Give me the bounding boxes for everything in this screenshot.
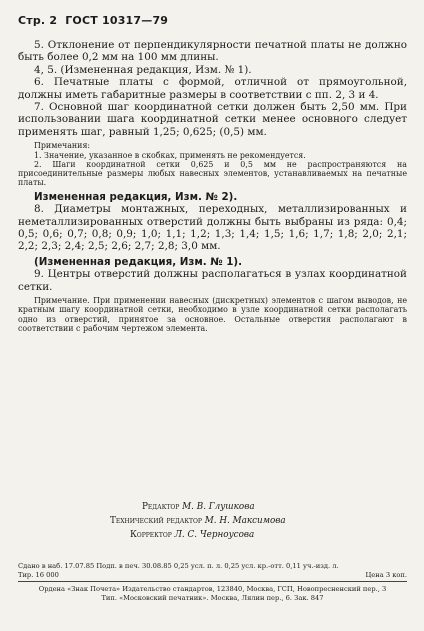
editorial-credits [0,500,424,542]
note-2: 2. Шаги координатной сетки 0,625 и 0,5 мм не распространяются на присоединительные размеры любых навесных элементов, устанавливаемых на печатные платы. [18,159,407,188]
clause-9: 9. Центры отверстий должны располагаться в узлах координатной сетки. [18,268,407,293]
main-text [18,39,407,333]
clause-4-5-amendment: 4, 5. (Измененная редакция, Изм. № 1). [34,63,252,76]
clause-7-amendment: Измененная редакция, Изм. № 2). [34,190,238,203]
page-number: Стр. 2 [18,14,58,27]
clause-8: 8. Диаметры монтажных, переходных, металлизированных и неметаллизированных отверстий должны быть выбраны из ряда: 0,4; 0,5; 0,6; 0,7; 0,8; 0,9; 1,0; 1,1; 1,2; 1,3; 1,4; 1,5; 1,6; 1,7; 1,8; 2,0; 2,1; 2,2; 2,3; 2,4; 2,5; 2,6; 2,7; 2,8; 3,0 мм. [18,203,407,253]
proofreader-line: Корректор Л. С. Черноусова [130,530,255,540]
imprint-line-3: Ордена «Знак Почета» Издательство стандартов, 123840, Москва, ГСП, Новопресненский пер., 3 [38,585,387,594]
imprint-line-2 [18,571,407,580]
note-1: 1. Значение, указанное в скобках, применять не рекомендуется. [34,150,306,160]
clause-5: 5. Отклонение от перпендикулярности печатной платы не должно быть более 0,2 мм на 100 мм длины. [18,39,407,64]
editor-line: Редактор М. В. Глушкова [142,502,255,512]
price: Цена 3 коп. [365,570,407,579]
imprint-line-4: Тип. «Московский печатник». Москва, Лялин пер., 6. Зак. 847 [101,593,324,602]
clause-9-remark: Примечание. При применении навесных (дискретных) элементов с шагом выводов, не кратным шагу координатной сетки, необходимо в узле координатной сетки располагать одно из отверстий, принятое за основное. Остальные отверстия располагают в соответствии с рабочим чертежом элемента. [18,295,407,333]
tech-editor-line: Технический редактор М. Н. Максимова [110,516,286,526]
circulation: Тир. 16 000 [18,570,59,579]
clause-7: 7. Основной шаг координатной сетки должен быть 2,50 мм. При использовании шага координатной сетки менее основного следует применять шаг, равный 1,25; 0,625; (0,5) мм. [18,101,407,138]
clause-8-amendment: (Измененная редакция, Изм. № 1). [34,255,243,268]
clause-6: 6. Печатные платы с формой, отличной от прямоугольной, должны иметь габаритные размеры в соответствии с пп. 2, 3 и 4. [18,76,407,101]
imprint-divider [18,581,407,582]
imprint-line-1: Сдано в наб. 17.07.85 Подп. в печ. 30.08.85 0,25 усл. п. л. 0,25 усл. кр.-отт. 0,11 уч.-изд. л. [18,562,339,570]
page-header [18,14,172,27]
standard-code: ГОСТ 10317—79 [65,14,169,27]
notes-title: Примечания: [34,141,91,151]
print-imprint [18,562,407,602]
